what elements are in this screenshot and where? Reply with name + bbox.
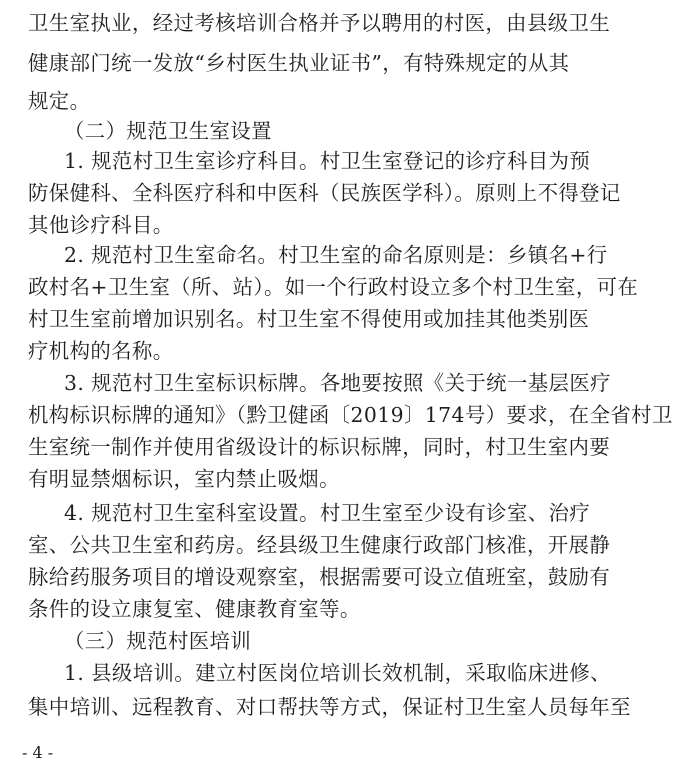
- text-line: 2. 规范村卫生室命名。村卫生室的命名原则是：乡镇名+行: [64, 243, 608, 267]
- text-line: 集中培训、远程教育、对口帮扶等方式，保证村卫生室人员每年至: [28, 695, 631, 719]
- text-line: 其他诊疗科目。: [28, 213, 174, 237]
- text-line: 4. 规范村卫生室科室设置。村卫生室至少设有诊室、治疗: [64, 501, 591, 525]
- text-line: 生室统一制作并使用省级设计的标识标牌，同时，村卫生室内要: [28, 435, 611, 459]
- text-line: 机构标识标牌的通知》（黔卫健函〔2019〕174号）要求，在全省村卫: [28, 403, 673, 427]
- text-line: 1. 规范村卫生室诊疗科目。村卫生室登记的诊疗科目为预: [64, 149, 591, 173]
- text-line: 防保健科、全科医疗科和中医科（民族医学科）。原则上不得登记: [28, 181, 621, 205]
- text-line: 条件的设立康复室、健康教育室等。: [28, 597, 361, 621]
- text-line: 脉给药服务项目的增设观察室，根据需要可设立值班室，鼓励有: [28, 565, 611, 589]
- page-number: - 4 -: [22, 743, 54, 762]
- text-line: 村卫生室前增加识别名。村卫生室不得使用或加挂其他类别医: [28, 307, 590, 331]
- text-line: 室、公共卫生室和药房。经县级卫生健康行政部门核准，开展静: [28, 533, 611, 557]
- text-line: 1. 县级培训。建立村医岗位培训长效机制，采取临床进修、: [64, 661, 611, 685]
- text-line: 规定。: [28, 89, 91, 113]
- text-line: 健康部门统一发放“乡村医生执业证书”，有特殊规定的从其: [28, 51, 570, 75]
- section-heading: （二）规范卫生室设置: [64, 119, 272, 143]
- text-line: 卫生室执业，经过考核培训合格并予以聘用的村医，由县级卫生: [28, 11, 611, 35]
- text-line: 政村名+卫生室（所、站）。如一个行政村设立多个村卫生室，可在: [28, 275, 639, 299]
- text-line: 疗机构的名称。: [28, 339, 174, 363]
- section-heading: （三）规范村医培训: [64, 629, 252, 653]
- text-line: 3. 规范村卫生室标识标牌。各地要按照《关于统一基层医疗: [64, 371, 611, 395]
- text-line: 有明显禁烟标识，室内禁止吸烟。: [28, 467, 340, 491]
